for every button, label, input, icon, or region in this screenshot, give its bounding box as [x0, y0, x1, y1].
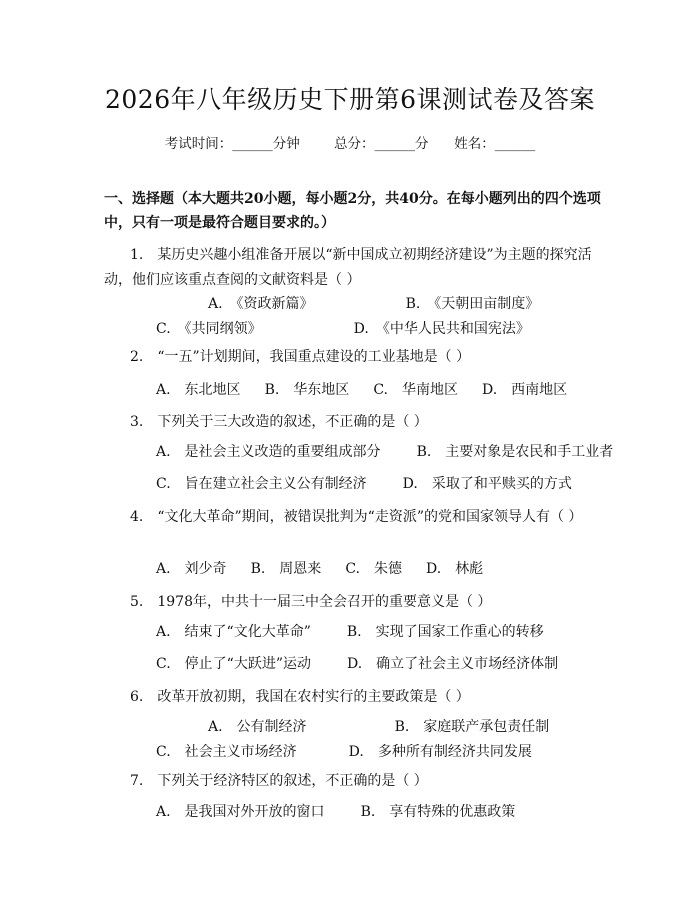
question-options [104, 800, 614, 825]
option: A. 刘少奇 [156, 561, 227, 577]
option: C. 华南地区 [373, 382, 458, 398]
name-label: 姓名： [454, 136, 495, 152]
option: C. 社会主义市场经济 [156, 744, 297, 760]
question-options [104, 715, 614, 765]
section-heading: 一、选择题（本大题共20小题，每小题2分，共40分。在每小题列出的四个选项中，只有一项是最符合题目要求的。） [104, 191, 601, 231]
option: D. 《中华人民共和国宪法》 [353, 321, 530, 337]
score-label: 总分： [334, 136, 375, 152]
question-stem: 3. 下列关于三大改造的叙述，不正确的是（ ） [130, 414, 428, 430]
question-stem: 7. 下列关于经济特区的叙述，不正确的是（ ） [130, 773, 428, 789]
name-blank: ______ [494, 136, 536, 152]
question-options [104, 440, 614, 465]
question-options [104, 557, 614, 582]
option: D. 西南地区 [481, 382, 568, 398]
option: B. 家庭联产承包责任制 [394, 719, 550, 735]
option: C. 朱德 [345, 561, 402, 577]
question-stem: 6. 改革开放初期，我国在农村实行的主要政策是（ ） [130, 689, 470, 705]
question-stem: 4. “文化大革命”期间，被错误批判为“走资派”的党和国家领导人有（ ） [130, 509, 583, 525]
time-unit: 分钟 [272, 136, 300, 152]
option: A. 是社会主义改造的重要组成部分 [156, 444, 381, 460]
option: B. 主要对象是农民和手工业者 [416, 444, 614, 460]
score-blank: ______ [374, 136, 416, 152]
option: D. 林彪 [425, 561, 484, 577]
page-title: 2026年八年级历史下册第6课测试卷及答案 [104, 85, 596, 114]
time-blank: ______ [232, 136, 273, 152]
option: A. 《资政新篇》 [208, 296, 314, 312]
option: B. 华东地区 [264, 382, 350, 398]
option: B. 《天朝田亩制度》 [405, 296, 540, 312]
option: B. 实现了国家工作重心的转移 [346, 624, 544, 640]
question-stem: 5. 1978年，中共十一届三中全会召开的重要意义是（ ） [130, 594, 492, 610]
option: B. 周恩来 [250, 561, 322, 577]
question-options [104, 292, 614, 342]
question-options [104, 620, 614, 645]
score-unit: 分 [415, 136, 429, 152]
option: A. 结束了“文化大革命” [156, 624, 311, 640]
question-options [104, 472, 614, 497]
option: D. 采取了和平赎买的方式 [402, 476, 572, 492]
question-options [104, 378, 614, 403]
option: C. 停止了“大跃进”运动 [156, 656, 311, 672]
option: D. 多种所有制经济共同发展 [348, 744, 532, 760]
option: D. 确立了社会主义市场经济体制 [346, 656, 559, 672]
option: A. 东北地区 [156, 382, 241, 398]
question-stem: 2. “一五”计划期间，我国重点建设的工业基地是（ ） [130, 349, 471, 365]
option: C. 旨在建立社会主义公有制经济 [156, 476, 367, 492]
time-label: 考试时间： [164, 136, 233, 152]
option: A. 公有制经济 [208, 719, 307, 735]
question-options [104, 652, 614, 677]
option: C. 《共同纲领》 [156, 321, 262, 337]
exam-meta-line [0, 132, 700, 152]
option: B. 享有特殊的优惠政策 [360, 804, 516, 820]
option: A. 是我国对外开放的窗口 [156, 804, 325, 820]
question-stem: 1. 某历史兴趣小组准备开展以“新中国成立初期经济建设”为主题的探究活动，他们应该重点查阅的文献资料是（ ） [104, 247, 592, 288]
